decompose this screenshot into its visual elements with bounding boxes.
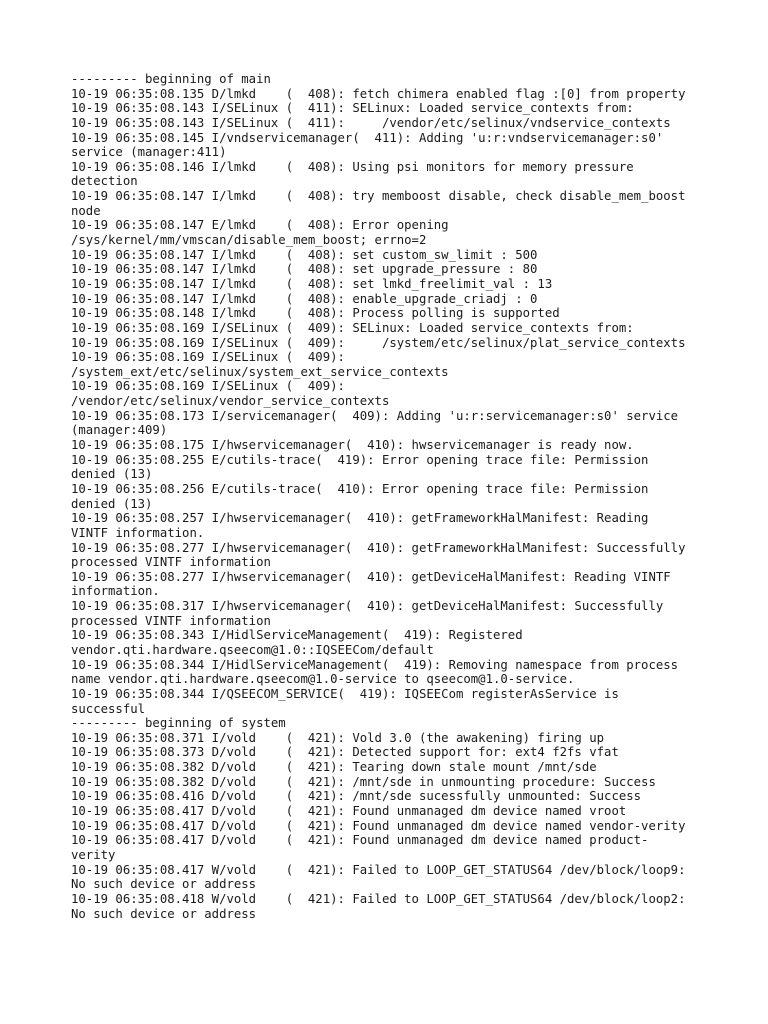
log-line: VINTF information.	[71, 525, 205, 540]
log-line: 10-19 06:35:08.255 E/cutils-trace( 419): Error opening trace file: Permission	[71, 452, 649, 467]
log-line: 10-19 06:35:08.373 D/vold ( 421): Detected support for: ext4 f2fs vfat	[71, 745, 619, 760]
log-line: 10-19 06:35:08.146 I/lmkd ( 408): Using psi monitors for memory pressure	[71, 159, 634, 174]
log-line: 10-19 06:35:08.147 I/lmkd ( 408): set custom_sw_limit : 500	[71, 247, 538, 262]
log-line: processed VINTF information	[71, 555, 271, 570]
log-line: 10-19 06:35:08.277 I/hwservicemanager( 410): getDeviceHalManifest: Reading VINTF	[71, 569, 671, 584]
log-line: denied (13)	[71, 496, 153, 511]
log-line: 10-19 06:35:08.344 I/HidlServiceManagement( 419): Removing namespace from process	[71, 657, 679, 672]
log-output	[71, 72, 711, 921]
log-line: 10-19 06:35:08.417 D/vold ( 421): Found unmanaged dm device named product-	[71, 833, 649, 848]
log-line: 10-19 06:35:08.371 I/vold ( 421): Vold 3.0 (the awakening) firing up	[71, 730, 605, 745]
log-line: 10-19 06:35:08.344 I/QSEECOM_SERVICE( 419): IQSEECom registerAsService is	[71, 686, 619, 701]
log-line: processed VINTF information	[71, 613, 271, 628]
log-line: vendor.qti.hardware.qseecom@1.0::IQSEECom/default	[71, 642, 434, 657]
log-line: 10-19 06:35:08.169 I/SELinux ( 409): /system/etc/selinux/plat_service_contexts	[71, 335, 686, 350]
log-line: detection	[71, 174, 138, 189]
log-line: denied (13)	[71, 467, 153, 482]
log-line: No such device or address	[71, 906, 257, 921]
log-line: 10-19 06:35:08.147 I/lmkd ( 408): set lmkd_freelimit_val : 13	[71, 276, 553, 291]
document-page	[71, 72, 711, 921]
log-line: 10-19 06:35:08.417 D/vold ( 421): Found unmanaged dm device named vroot	[71, 804, 627, 819]
log-line: 10-19 06:35:08.145 I/vndservicemanager( 411): Adding 'u:r:vndservicemanager:s0'	[71, 130, 664, 145]
log-line: 10-19 06:35:08.343 I/HidlServiceManagement( 419): Registered	[71, 628, 523, 643]
log-line: 10-19 06:35:08.257 I/hwservicemanager( 410): getFrameworkHalManifest: Reading	[71, 511, 649, 526]
log-line: 10-19 06:35:08.169 I/SELinux ( 409):	[71, 379, 345, 394]
log-line: 10-19 06:35:08.417 W/vold ( 421): Failed to LOOP_GET_STATUS64 /dev/block/loop9:	[71, 862, 686, 877]
log-line: 10-19 06:35:08.382 D/vold ( 421): Tearing down stale mount /mnt/sde	[71, 760, 597, 775]
log-line: 10-19 06:35:08.147 I/lmkd ( 408): try memboost disable, check disable_mem_boost	[71, 189, 686, 204]
log-line: 10-19 06:35:08.143 I/SELinux ( 411): /vendor/etc/selinux/vndservice_contexts	[71, 115, 671, 130]
log-line: 10-19 06:35:08.277 I/hwservicemanager( 410): getFrameworkHalManifest: Successfully	[71, 540, 686, 555]
log-line: /vendor/etc/selinux/vendor_service_contexts	[71, 394, 390, 409]
log-line: successful	[71, 701, 146, 716]
log-line: 10-19 06:35:08.382 D/vold ( 421): /mnt/sde in unmounting procedure: Success	[71, 774, 656, 789]
log-line: 10-19 06:35:08.417 D/vold ( 421): Found unmanaged dm device named vendor-verity	[71, 818, 686, 833]
log-line: 10-19 06:35:08.135 D/lmkd ( 408): fetch chimera enabled flag :[0] from property	[71, 86, 686, 101]
log-line: /system_ext/etc/selinux/system_ext_service_contexts	[71, 364, 449, 379]
log-line: 10-19 06:35:08.418 W/vold ( 421): Failed to LOOP_GET_STATUS64 /dev/block/loop2:	[71, 891, 686, 906]
log-line: 10-19 06:35:08.416 D/vold ( 421): /mnt/sde sucessfully unmounted: Success	[71, 789, 642, 804]
log-line: No such device or address	[71, 877, 257, 892]
log-line: 10-19 06:35:08.173 I/servicemanager( 409): Adding 'u:r:servicemanager:s0' service	[71, 408, 679, 423]
log-line: service (manager:411)	[71, 145, 227, 160]
log-line: (manager:409)	[71, 423, 168, 438]
log-line: name vendor.qti.hardware.qseecom@1.0-service to qseecom@1.0-service.	[71, 672, 575, 687]
log-line: 10-19 06:35:08.143 I/SELinux ( 411): SELinux: Loaded service_contexts from:	[71, 101, 634, 116]
log-line: 10-19 06:35:08.147 I/lmkd ( 408): enable_upgrade_criadj : 0	[71, 291, 538, 306]
log-line: node	[71, 203, 101, 218]
log-section-header: --------- beginning of main	[71, 72, 271, 86]
log-line: 10-19 06:35:08.147 E/lmkd ( 408): Error opening	[71, 218, 449, 233]
log-line: 10-19 06:35:08.175 I/hwservicemanager( 410): hwservicemanager is ready now.	[71, 438, 634, 453]
log-line: 10-19 06:35:08.317 I/hwservicemanager( 410): getDeviceHalManifest: Successfully	[71, 599, 664, 614]
log-line: 10-19 06:35:08.148 I/lmkd ( 408): Process polling is supported	[71, 306, 560, 321]
log-line: 10-19 06:35:08.169 I/SELinux ( 409): SELinux: Loaded service_contexts from:	[71, 320, 634, 335]
log-line: information.	[71, 584, 160, 599]
log-line: 10-19 06:35:08.147 I/lmkd ( 408): set upgrade_pressure : 80	[71, 262, 538, 277]
log-line: /sys/kernel/mm/vmscan/disable_mem_boost; errno=2	[71, 233, 427, 248]
log-line: 10-19 06:35:08.169 I/SELinux ( 409):	[71, 350, 345, 365]
log-section-header: --------- beginning of system	[71, 716, 286, 731]
log-line: verity	[71, 847, 116, 862]
log-line: 10-19 06:35:08.256 E/cutils-trace( 410): Error opening trace file: Permission	[71, 481, 649, 496]
